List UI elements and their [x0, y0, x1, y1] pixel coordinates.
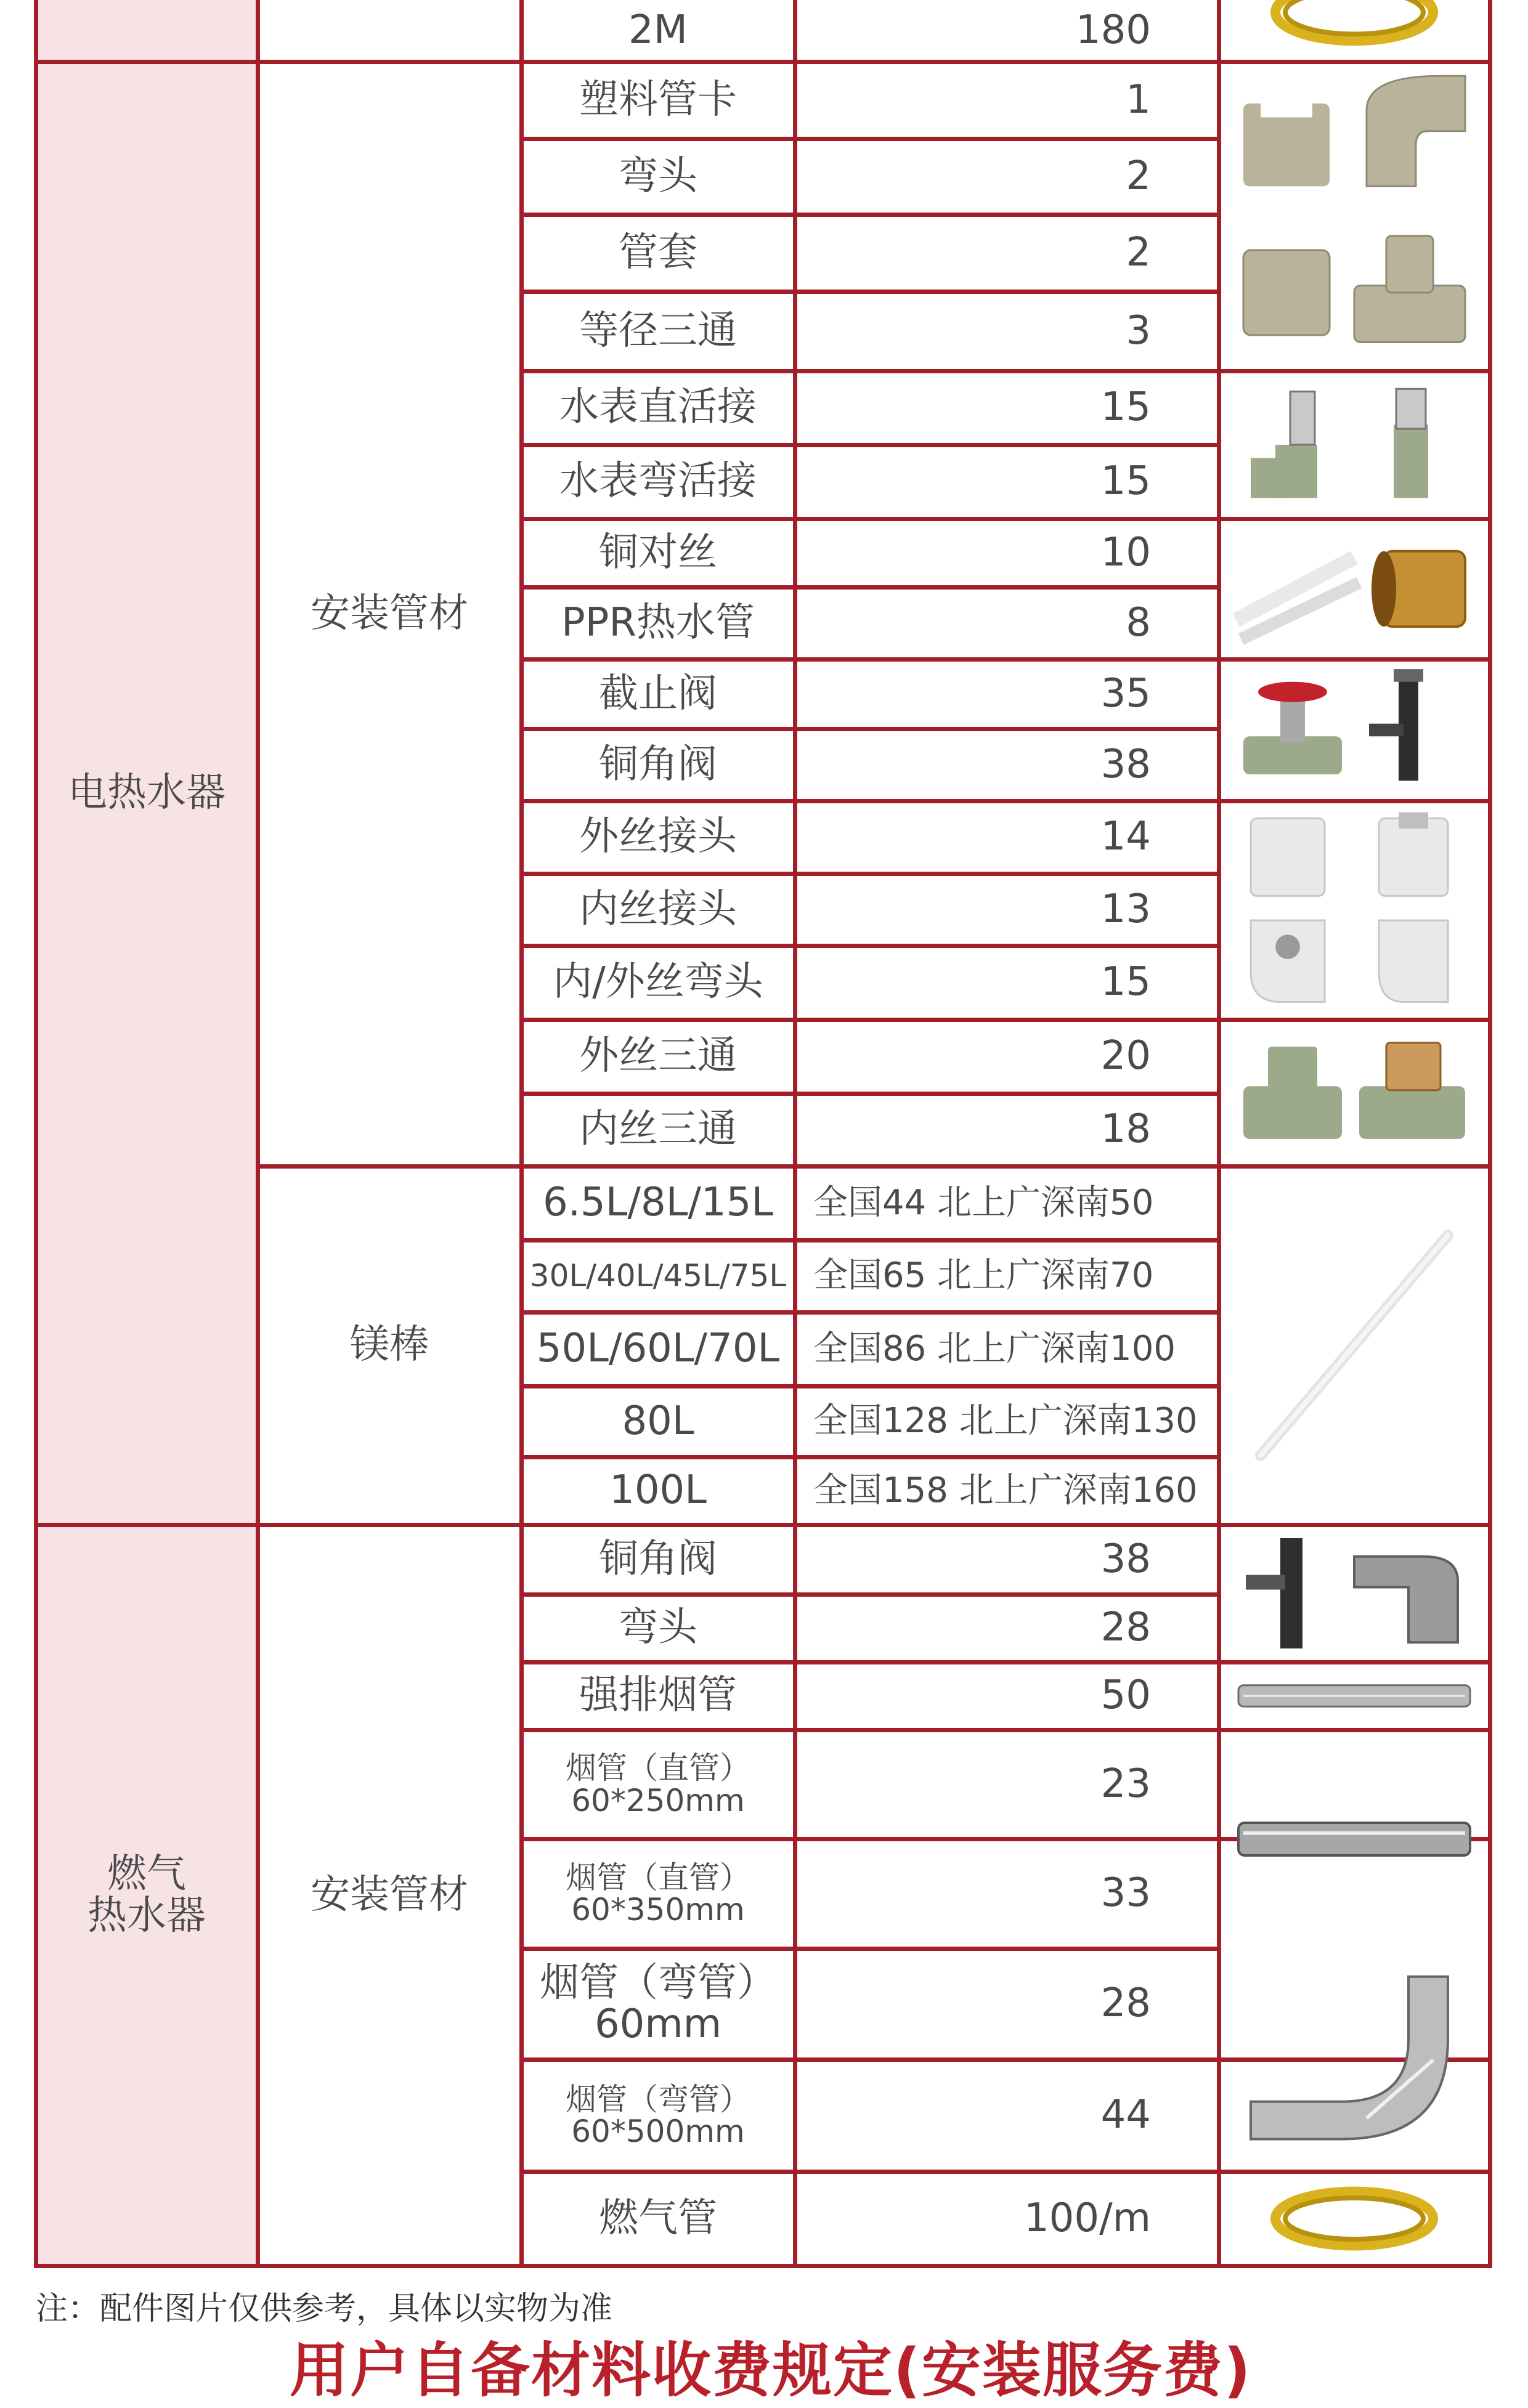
table-border	[521, 944, 1219, 948]
item-price: 8	[1126, 599, 1151, 646]
item-name: PPR热水管	[561, 599, 755, 646]
gas-hose-image	[1231, 0, 1477, 54]
magnesium-rod-image	[1231, 1174, 1477, 1517]
table-border	[521, 727, 1219, 731]
table-border	[521, 369, 1219, 373]
category-cell: 燃气 热水器	[36, 1525, 258, 2266]
pipe-clip-and-elbow-image	[1231, 69, 1477, 207]
table-border	[1219, 1164, 1490, 1169]
table-border	[521, 1092, 1219, 1096]
table-border	[1219, 657, 1490, 662]
table-border	[1219, 2170, 1490, 2174]
item-price: 180	[1075, 7, 1151, 54]
table-border	[521, 213, 1219, 217]
item-name: 烟管（直管） 60*350mm	[566, 1859, 750, 1928]
flue-elbow-image	[1231, 1956, 1477, 2164]
item-name: 6.5L/8L/15L	[542, 1180, 774, 1226]
item-price: 全国128 北上广深南130	[813, 1401, 1198, 1441]
item-price: 100/m	[1023, 2195, 1151, 2241]
item-name: 内丝接头	[579, 886, 737, 932]
item-name: 水表直活接	[559, 384, 757, 431]
table-border	[521, 290, 1219, 294]
table-border	[521, 657, 1219, 662]
item-price: 全国44 北上广深南50	[813, 1182, 1154, 1223]
item-name: 强排烟管	[579, 1672, 737, 1719]
water-meter-union-image	[1231, 378, 1477, 511]
table-border	[521, 137, 1219, 141]
table-border	[521, 443, 1219, 447]
table-border	[521, 1592, 1219, 1597]
item-price: 14	[1100, 814, 1151, 860]
item-price: 28	[1100, 1980, 1151, 2027]
item-price: 15	[1100, 384, 1151, 431]
note-text: 注：配件图片仅供参考，具体以实物为准	[36, 2290, 613, 2327]
table-border	[521, 1660, 1219, 1664]
item-price: 13	[1100, 886, 1151, 932]
item-name: 内/外丝弯头	[553, 959, 763, 1005]
item-price: 38	[1100, 741, 1151, 787]
item-name: 外丝接头	[579, 814, 737, 860]
item-price: 15	[1100, 458, 1151, 505]
table-border	[521, 1837, 1219, 1841]
table-border	[1219, 799, 1490, 803]
ppr-pipe-and-brass-nipple-image	[1231, 526, 1477, 652]
threaded-fittings-image	[1231, 808, 1477, 1012]
footer-title: 用户自备材料收费规定(安装服务费)	[290, 2336, 1252, 2405]
table-border	[521, 1455, 1219, 1459]
angle-valve-and-elbow-image	[1231, 1532, 1477, 1655]
table-border	[256, 0, 260, 2268]
item-name: 30L/40L/45L/75L	[529, 1258, 787, 1294]
exhaust-pipe-image	[1231, 1669, 1477, 1722]
table-border	[519, 0, 524, 2268]
item-price: 全国158 北上广深南160	[813, 1470, 1198, 1510]
table-border	[521, 1384, 1219, 1388]
item-name: 铜角阀	[599, 741, 717, 787]
item-name: 内丝三通	[579, 1106, 737, 1153]
table-border	[1219, 369, 1490, 373]
table-border	[1219, 1523, 1490, 1527]
table-border	[521, 1310, 1219, 1315]
item-price: 2	[1126, 229, 1151, 275]
table-border	[793, 0, 797, 2268]
item-name: 2M	[628, 7, 688, 54]
group-cell: 镁棒	[350, 1322, 429, 1368]
table-border	[1219, 1728, 1490, 1732]
item-price: 3	[1126, 307, 1151, 354]
item-price: 28	[1100, 1605, 1151, 1651]
gas-hose-image	[1231, 2179, 1477, 2258]
item-name: 烟管（直管） 60*250mm	[566, 1750, 750, 1818]
item-name: 燃气管	[599, 2195, 717, 2241]
item-name: 塑料管卡	[579, 76, 737, 123]
group-cell: 安装管材	[311, 590, 468, 636]
table-border	[521, 517, 1219, 521]
item-price: 1	[1126, 76, 1151, 123]
category-cell-top	[36, 0, 258, 62]
item-price: 23	[1100, 1761, 1151, 1807]
item-price: 15	[1100, 959, 1151, 1005]
table-border	[521, 1238, 1219, 1243]
item-name: 80L	[622, 1398, 694, 1444]
item-name: 弯头	[619, 1605, 697, 1651]
table-border	[521, 2170, 1219, 2174]
table-border	[34, 0, 38, 2268]
item-price: 33	[1100, 1870, 1151, 1916]
item-name: 截止阀	[599, 670, 717, 716]
item-name: 水表弯活接	[559, 458, 757, 505]
item-price: 全国86 北上广深南100	[813, 1328, 1176, 1369]
table-border	[1219, 1018, 1490, 1022]
table-border	[521, 1018, 1219, 1022]
item-price: 50	[1100, 1672, 1151, 1719]
category-cell: 电热水器	[36, 62, 258, 1525]
item-name: 50L/60L/70L	[536, 1326, 780, 1372]
valve-image	[1231, 667, 1477, 793]
item-name: 管套	[619, 229, 697, 275]
item-price: 全国65 北上广深南70	[813, 1255, 1154, 1296]
item-name: 烟管（弯管） 60*500mm	[566, 2081, 750, 2149]
item-price: 18	[1100, 1106, 1151, 1153]
item-price: 44	[1100, 2092, 1151, 2138]
item-price: 20	[1100, 1033, 1151, 1079]
table-border	[1219, 1660, 1490, 1664]
item-name: 铜角阀	[599, 1536, 717, 1582]
item-price: 2	[1126, 153, 1151, 199]
item-name: 外丝三通	[579, 1033, 737, 1079]
item-name: 等径三通	[579, 307, 737, 354]
item-name: 100L	[609, 1467, 707, 1514]
table-border	[1488, 0, 1492, 2268]
item-name: 铜对丝	[599, 529, 717, 575]
table-border	[521, 1947, 1219, 1951]
item-name: 烟管（弯管） 60mm	[540, 1960, 776, 2047]
table-border	[521, 872, 1219, 876]
group-cell: 安装管材	[311, 1871, 468, 1918]
item-price: 10	[1100, 529, 1151, 575]
item-price: 35	[1100, 670, 1151, 716]
item-price: 38	[1100, 1536, 1151, 1582]
table-border	[521, 799, 1219, 803]
table-border	[36, 2264, 1490, 2268]
threaded-tee-image	[1231, 1027, 1477, 1159]
table-border	[36, 60, 1490, 64]
item-name: 弯头	[619, 153, 697, 199]
table-border	[1219, 517, 1490, 521]
table-border	[521, 1728, 1219, 1732]
table-border	[521, 2057, 1219, 2062]
sleeve-and-tee-image	[1231, 222, 1477, 363]
table-border	[1217, 0, 1221, 2268]
straight-flue-pipe-image	[1231, 1737, 1477, 1941]
table-border	[521, 585, 1219, 590]
